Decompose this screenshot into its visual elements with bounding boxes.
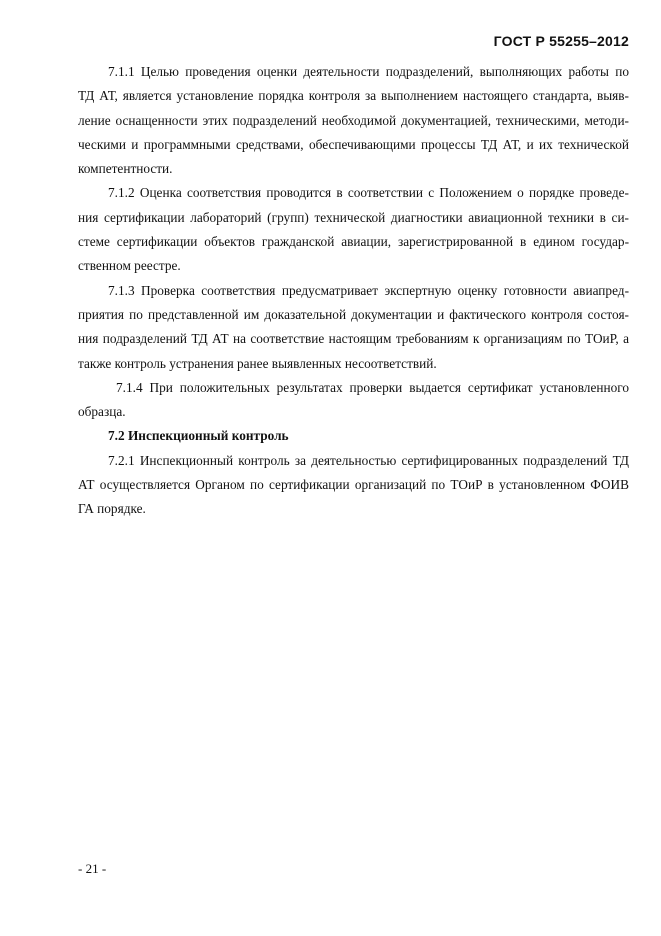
text-line: ния подразделений ТД АТ на соответствие настоящим требованиям к организациям по ТОиР, а (78, 331, 629, 347)
text-line: 7.1.4 При положительных результатах проверки выдается сертификат установленного (116, 379, 629, 395)
text-line: компетентности. (78, 161, 173, 177)
text-line: 7.1.2 Оценка соответствия проводится в соответствии с Положением о порядке проведе- (108, 185, 629, 201)
text-line: 7.1.3 Проверка соответствия предусматривает экспертную оценку готовности авиапред- (108, 282, 629, 298)
text-line: 7.1.1 Целью проведения оценки деятельности подразделений, выполняющих работы по (108, 64, 629, 79)
text-line: стеме сертификации объектов гражданской авиации, зарегистрированной в едином государ- (78, 234, 629, 250)
text-line: АТ осуществляется Органом по сертификации организаций по ТОиР в установленном ФОИВ (78, 477, 629, 493)
text-line: ТД АТ, является установление порядка контроля за выполнением настоящего стандарта, выяв- (78, 88, 629, 104)
text-line: ление оснащенности этих подразделений необходимой документацией, техническими, методи- (78, 112, 629, 128)
text-line: ческими и программными средствами, обеспечивающими процессы ТД АТ, и их технической (78, 136, 629, 152)
paragraph-7-1-1 (78, 60, 629, 181)
text-line: также контроль устранения ранее выявленных несоответствий. (78, 355, 437, 371)
document-body (78, 60, 629, 522)
text-line: ственном реестре. (78, 258, 181, 274)
text-line: образца. (78, 404, 126, 420)
text-line: ГА порядке. (78, 501, 146, 517)
document-id-header: ГОСТ Р 55255–2012 (493, 33, 629, 49)
text-line: приятия по представленной им доказательной документации и фактического контроля состоя- (78, 306, 629, 322)
paragraph-7-1-2 (78, 181, 629, 278)
paragraph-7-1-3 (78, 279, 629, 376)
paragraph-7-2-1 (78, 449, 629, 522)
paragraph-7-1-4 (78, 376, 629, 425)
page-number: - 21 - (78, 861, 107, 876)
section-heading-7-2: 7.2 Инспекционный контроль (108, 428, 289, 444)
text-line: ния сертификации лабораторий (групп) технической диагностики авиационной техники в си- (78, 209, 629, 225)
text-line: 7.2.1 Инспекционный контроль за деятельностью сертифицированных подразделений ТД (108, 452, 629, 468)
